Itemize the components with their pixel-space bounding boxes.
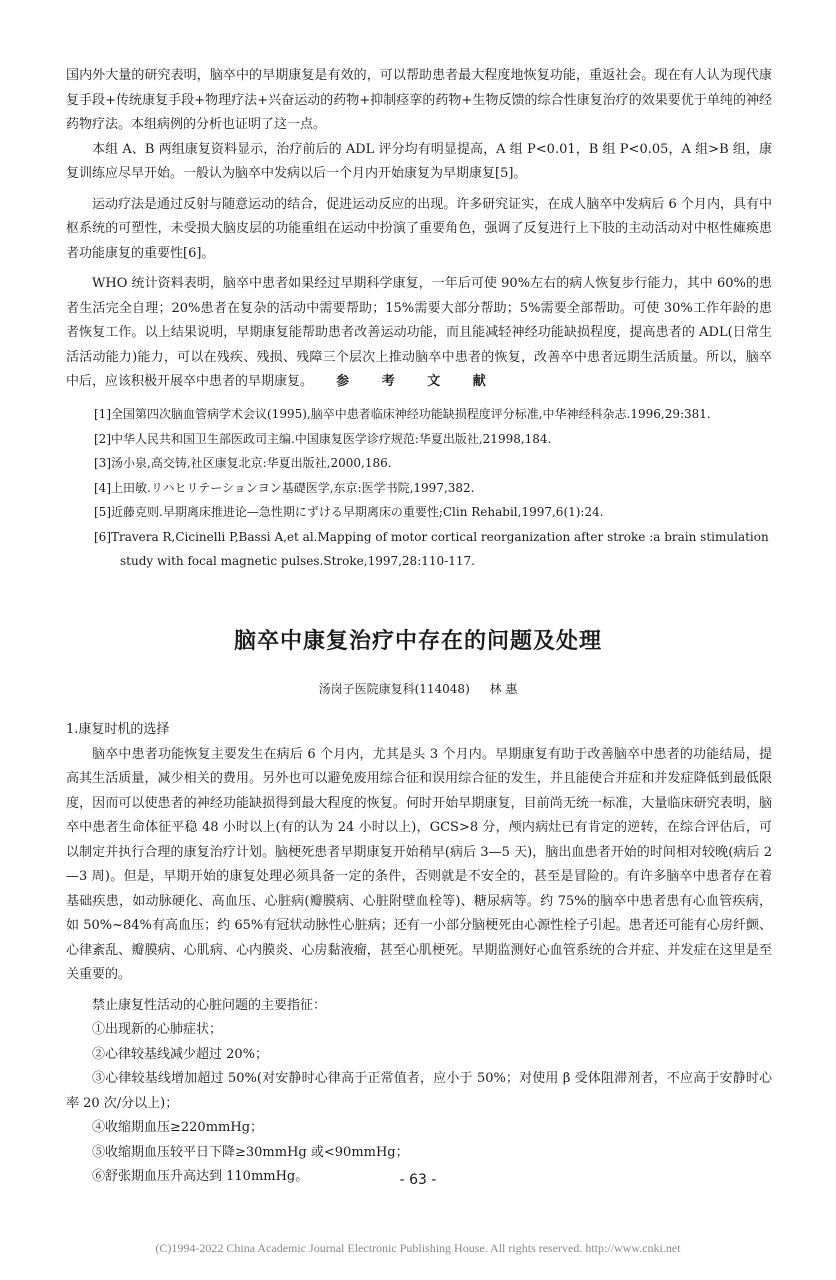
reference-item: [1]全国第四次脑血管病学术会议(1995),脑卒中患者临床神经功能缺损程度评分标准,中华神经科杂志.1996,29:381.	[94, 407, 711, 421]
author-affiliation: 汤岗子医院康复科(114048)	[318, 682, 470, 696]
list-item: ③心律较基线增加超过 50%(对安静时心律高于正常值者，应小于 50%；对使用 β 受体阻滞剂者，不应高于安静时心率 20 次/分以上)；	[66, 1071, 772, 1111]
paragraph: WHO 统计资料表明，脑卒中患者如果经过早期科学康复，一年后可使 90%左右的病人恢复步行能力，其中 60%的患者生活完全自理；20%患者在复杂的活动中需要帮助；15%需要大部分帮助；5%需要全部帮助。可使 30%工作年龄的患者恢复工作。以上结果说明，早期康复能帮助患者改善运动功能，而且能减轻神经功能缺损程度，提高患者的 ADL(日常生活活动能力)能力，可以在残疾、残损、残障三个层次上推动脑卒中患者的恢复，改善卒中患者远期生活质量。所以，脑卒中后，应该积极开展卒中患者的早期康复。	[66, 276, 772, 389]
paragraph: 脑卒中患者功能恢复主要发生在病后 6 个月内，尤其是头 3 个月内。早期康复有助于改善脑卒中患者的功能结局，提高其生活质量，减少相关的费用。另外也可以避免废用综合征和误用综合征的发生，并且能使合并症和并发症降低到最低限度，因而可以使患者的神经功能缺损得到最大程度的恢复。何时开始早期康复，目前尚无统一标准，大量临床研究表明，脑卒中患者生命体征平稳 48 小时以上(有的认为 24 小时以上)，GCS>8 分，颅内病灶已有肯定的逆转，在综合评估后，可以制定并执行合理的康复治疗计划。脑梗死患者早期康复开始稍早(病后 3—5 天)，脑出血患者开始的时间相对较晚(病后 2—3 周)。但是，早期开始的康复处理必须具备一定的条件，否则就是不安全的，甚至是冒险的。有许多脑卒中患者存在着基础疾患，如动脉硬化、高血压、心脏病(瓣膜病、心脏附壁血栓等)、糖尿病等。约 75%的脑卒中患者患有心血管疾病，如 50%~84%有高血压；约 65%有冠状动脉性心脏病；还有一小部分脑梗死由心源性栓子引起。患者还可能有心房纤颤、心律紊乱、瓣膜病、心肌病、心内膜炎、心房黏液瘤，甚至心肌梗死。早期监测好心血管系统的合并症、并发症在这里是至关重要的。	[66, 746, 772, 982]
reference-list	[94, 402, 774, 574]
paragraph: 本组 A、B 两组康复资料显示，治疗前后的 ADL 评分均有明显提高，A 组 P<0.01，B 组 P<0.05，A 组>B 组，康复训练应尽早开始。一般认为脑卒中发病以后一个月内开始康复为早期康复[5]。	[66, 141, 772, 181]
top-section	[66, 64, 772, 395]
reference-item: [6]Travera R,Cicinelli P,Bassi A,et al.Mapping of motor cortical reorganization after stroke :a brain stimulation study with focal magnetic pulses.Stroke,1997,28:110-117.	[94, 529, 769, 568]
reference-item: [2]中华人民共和国卫生部医政司主编.中国康复医学诊疗规范:华夏出版社,21998,184.	[94, 431, 552, 446]
list-item: ④收缩期血压≥220mmHg；	[92, 1120, 264, 1135]
article-body	[66, 718, 772, 1190]
references-heading: 参 考 文 献	[336, 374, 500, 389]
section-heading: 1.康复时机的选择	[66, 722, 170, 737]
copyright-footer: (C)1994-2022 China Academic Journal Electronic Publishing House. All rights reserved. http://www.cnki.net	[155, 1241, 681, 1255]
page-number: - 63 -	[399, 1172, 437, 1188]
article-title: 脑卒中康复治疗中存在的问题及处理	[233, 629, 602, 654]
list-item: ⑥舒张期血压升高达到 110mmHg。	[92, 1169, 309, 1184]
reference-item: [3]汤小泉,高交铸,社区康复北京:华夏出版社,2000,186.	[94, 456, 392, 470]
reference-item: [5]近藤克则.早期离床推进论—急性期にずける早期离床の重要性;Clin Rehabil,1997,6(1):24.	[94, 505, 604, 519]
author-line	[0, 680, 836, 697]
reference-item: [4]上田敏.リハヒリテーションヨン基礎医学,东京:医学书院,1997,382.	[94, 480, 475, 495]
list-item: ①出现新的心肺症状；	[92, 1022, 223, 1037]
list-item: ⑤收缩期血压较平日下降≥30mmHg 或<90mmHg；	[92, 1144, 409, 1160]
list-item: ②心律较基线减少超过 20%；	[92, 1046, 269, 1062]
author-name: 林 惠	[489, 682, 518, 696]
paragraph: 禁止康复性活动的心脏问题的主要指征：	[92, 997, 327, 1013]
paragraph: 运动疗法是通过反射与随意运动的结合，促进运动反应的出现。许多研究证实，在成人脑卒中发病后 6 个月内，具有中枢系统的可塑性，未受损大脑皮层的功能重组在运动中扮演了重要角色，强调了反复进行上下肢的主动活动对中枢性瘫痪患者功能康复的重要性[6]。	[66, 196, 772, 261]
paragraph: 国内外大量的研究表明，脑卒中的早期康复是有效的，可以帮助患者最大程度地恢复功能，重返社会。现在有人认为现代康复手段+传统康复手段+物理疗法+兴奋运动的药物+抑制痉挛的药物+生物反馈的综合性康复治疗的效果要优于单纯的神经药物疗法。本组病例的分析也证明了这一点。	[66, 68, 772, 132]
